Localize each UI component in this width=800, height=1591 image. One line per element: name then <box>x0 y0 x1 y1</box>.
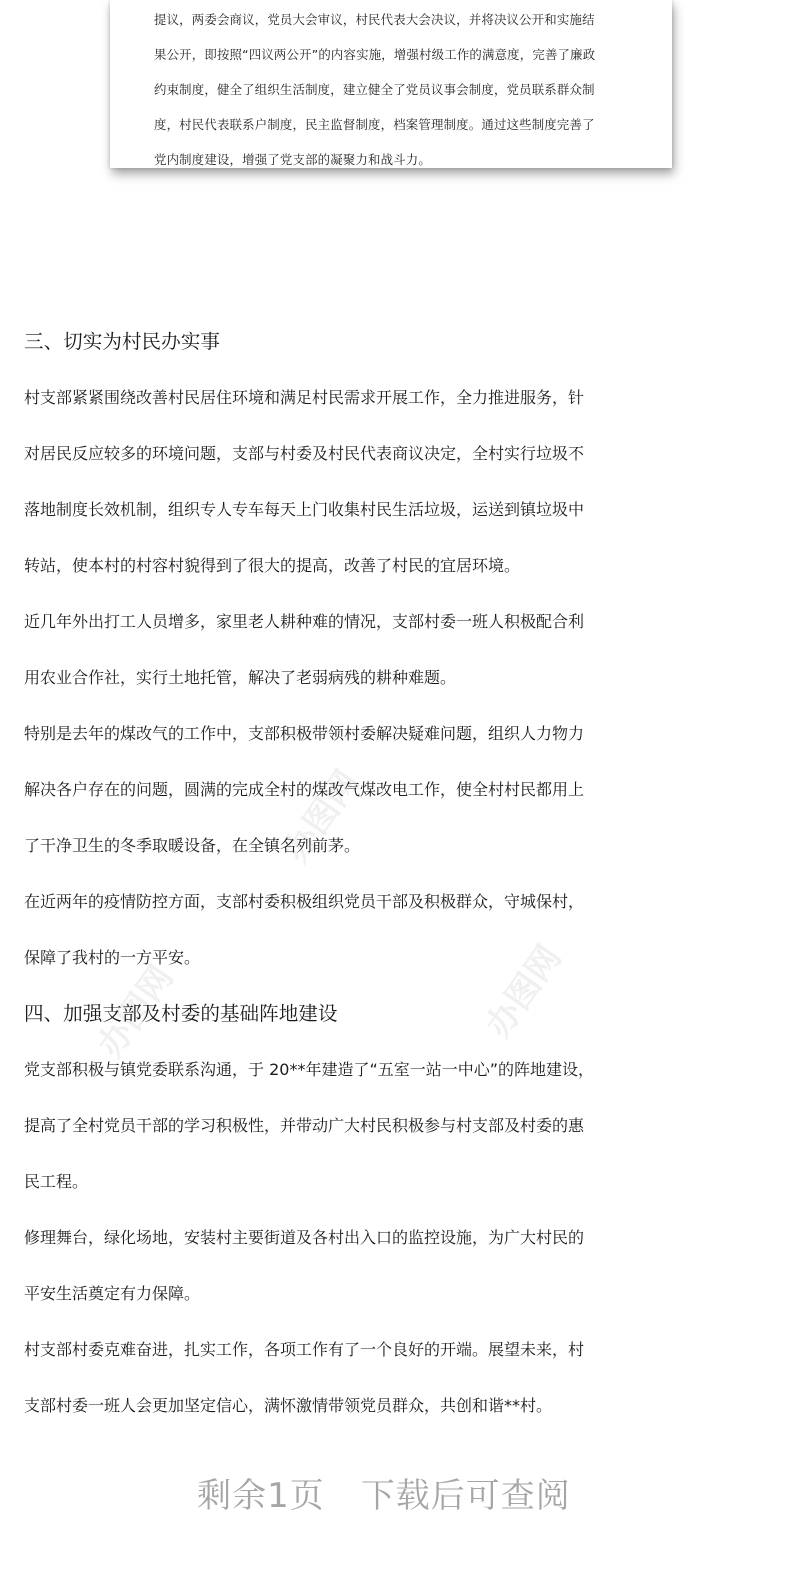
text-line: 平安生活奠定有力保障。 <box>24 1284 201 1303</box>
remaining-pages-label: 剩余1页 <box>197 1476 325 1516</box>
paragraph <box>24 1322 772 1434</box>
card-line: 党内制度建设，增强了党支部的凝聚力和战斗力。 <box>154 152 431 167</box>
text-line: 保障了我村的一方平安。 <box>24 948 201 967</box>
text-line: 近几年外出打工人员增多，家里老人耕种难的情况，支部村委一班人积极配合利 <box>24 612 585 631</box>
paragraph <box>24 1210 772 1322</box>
text-line: 落地制度长效机制，组织专人专车每天上门收集村民生活垃圾，运送到镇垃圾中 <box>24 500 585 519</box>
text-line: 特别是去年的煤改气的工作中，支部积极带领村委解决疑难问题，组织人力物力 <box>24 724 585 743</box>
text-line: 用农业合作社，实行土地托管，解决了老弱病残的耕种难题。 <box>24 668 457 687</box>
text-line: 了干净卫生的冬季取暖设备，在全镇名列前茅。 <box>24 836 361 855</box>
card-text-block <box>154 2 634 177</box>
paragraph <box>24 1042 772 1210</box>
card-line: 果公开，即按照“四议两公开”的内容实施，增强村级工作的满意度，完善了廉政 <box>154 47 596 62</box>
text-line: 修理舞台，绿化场地，安装村主要街道及各村出入口的监控设施，为广大村民的 <box>24 1228 585 1247</box>
paragraph <box>24 370 772 594</box>
card-line: 约束制度，健全了组织生活制度，建立健全了党员议事会制度，党员联系群众制 <box>154 82 595 97</box>
section-heading: 三、切实为村民办实事 <box>24 330 220 353</box>
text-line: 在近两年的疫情防控方面，支部村委积极组织党员干部及积极群众，守城保村， <box>24 892 585 911</box>
document-body <box>24 314 772 1434</box>
text-line: 对居民反应较多的环境问题，支部与村委及村民代表商议决定，全村实行垃圾不 <box>24 444 585 463</box>
watermark-text: 办图网 <box>90 958 182 1065</box>
card-line: 提议，两委会商议，党员大会审议，村民代表大会决议，并将决议公开和实施结 <box>154 12 595 27</box>
watermark-text: 办图网 <box>478 938 570 1045</box>
text-line: 提高了全村党员干部的学习积极性，并带动广大村民积极参与村支部及村委的惠 <box>24 1116 585 1135</box>
download-to-view-label: 下载后可查阅 <box>360 1476 571 1516</box>
paragraph <box>24 874 772 986</box>
text-line: 党支部积极与镇党委联系沟通，于 20**年建造了“五室一站一中心”的阵地建设， <box>24 1060 595 1079</box>
text-line: 转站，使本村的村容村貌得到了很大的提高，改善了村民的宜居环境。 <box>24 556 521 575</box>
text-line: 支部村委一班人会更加坚定信心，满怀激情带领党员群众，共创和谐**村。 <box>24 1396 553 1415</box>
text-line: 村支部紧紧围绕改善村民居住环境和满足村民需求开展工作，全力推进服务，针 <box>24 388 585 407</box>
text-line: 解决各户存在的问题，圆满的完成全村的煤改气煤改电工作，使全村村民都用上 <box>24 780 585 799</box>
paragraph <box>24 706 772 874</box>
paragraph <box>24 594 772 706</box>
watermark-text: 办图网 <box>276 763 368 870</box>
text-line: 村支部村委克难奋进，扎实工作，各项工作有了一个良好的开端。展望未来，村 <box>24 1340 585 1359</box>
text-line: 民工程。 <box>24 1172 89 1191</box>
card-line: 度，村民代表联系户制度，民主监督制度，档案管理制度。通过这些制度完善了 <box>154 117 595 132</box>
section-heading: 四、加强支部及村委的基础阵地建设 <box>24 1002 338 1025</box>
embedded-page-card <box>110 0 672 168</box>
download-prompt[interactable] <box>0 1468 768 1517</box>
